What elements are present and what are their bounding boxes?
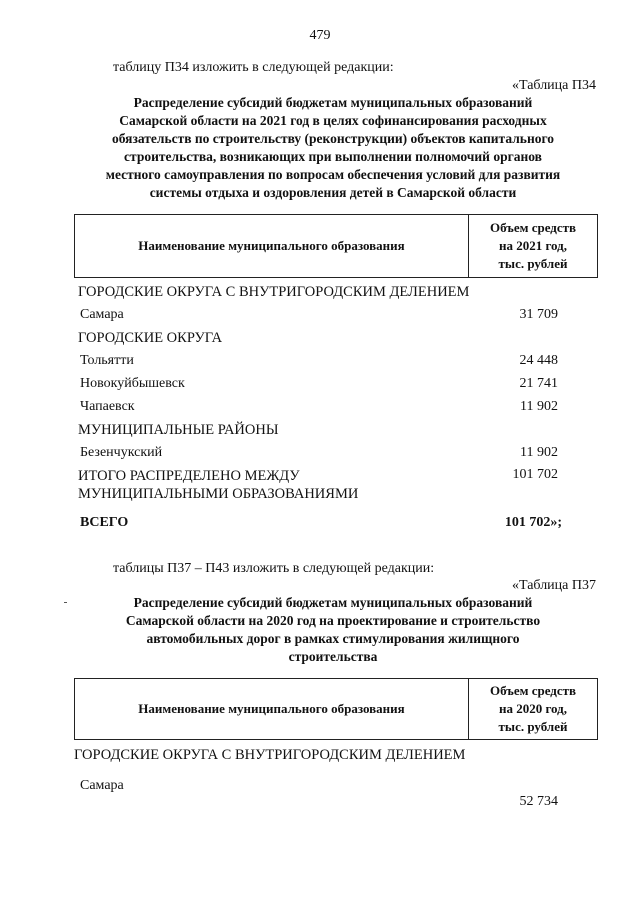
row-value: 101 702 <box>512 467 558 482</box>
table-row <box>74 422 600 444</box>
table-row-value <box>74 794 600 816</box>
heading-line: местного самоуправления по вопросам обеспечения условий для развития <box>105 167 561 182</box>
row-value: 31 709 <box>519 307 558 322</box>
table-row-grand-total <box>74 515 600 537</box>
header-line: Объем средств <box>489 220 577 235</box>
table-row <box>74 307 600 329</box>
heading-line: системы отдыха и оздоровления детей в Самарской области <box>149 185 517 200</box>
intro-text-1: таблицу П34 изложить в следующей редакции: <box>113 60 394 75</box>
table-heading-p34 <box>68 94 598 202</box>
row-name <box>78 467 458 503</box>
row-name: Новокуйбышевск <box>80 376 185 391</box>
heading-line: Распределение субсидий бюджетам муниципальных образований <box>133 95 533 110</box>
heading-line: Самарской области на 2020 год на проектирование и строительство <box>125 613 541 628</box>
intro-text-2: таблицы П37 – П43 изложить в следующей редакции: <box>113 561 435 576</box>
table-row-total <box>74 467 600 505</box>
table-header-p34 <box>74 214 598 278</box>
row-name: Чапаевск <box>80 399 135 414</box>
table-row <box>74 284 600 306</box>
column-header-value <box>469 679 597 739</box>
header-line: на 2020 год, <box>498 701 568 716</box>
row-name: МУНИЦИПАЛЬНЫЕ РАЙОНЫ <box>78 422 279 438</box>
header-line: тыс. рублей <box>498 719 568 734</box>
row-value: 52 734 <box>519 794 558 809</box>
row-name: Самара <box>80 307 124 322</box>
header-line: на 2021 год, <box>498 238 568 253</box>
header-line: Объем средств <box>489 683 577 698</box>
row-value: 24 448 <box>519 353 558 368</box>
row-value: 101 702»; <box>504 515 562 530</box>
heading-line: обязательств по строительству (реконструкции) объектов капитального <box>111 131 555 146</box>
table-row <box>74 330 600 352</box>
table-heading-p37 <box>68 594 598 666</box>
column-header-value <box>469 215 597 277</box>
header-line: тыс. рублей <box>498 256 568 271</box>
row-name: ГОРОДСКИЕ ОКРУГА С ВНУТРИГОРОДСКИМ ДЕЛЕНИЕМ <box>74 747 466 763</box>
page-number: 479 <box>309 28 331 43</box>
column-header-name: Наименование муниципального образования <box>75 215 469 277</box>
row-name-line: МУНИЦИПАЛЬНЫМИ ОБРАЗОВАНИЯМИ <box>78 486 359 502</box>
table-row <box>74 399 600 421</box>
row-name: Безенчукский <box>80 445 163 460</box>
table-header-p37 <box>74 678 598 740</box>
table-row <box>70 747 596 769</box>
heading-line: автомобильных дорог в рамках стимулирования жилищного <box>146 631 520 646</box>
heading-line: строительства, возникающих при выполнении полномочий органов <box>124 149 542 164</box>
scan-mark <box>64 602 67 603</box>
row-name-line: ИТОГО РАСПРЕДЕЛЕНО МЕЖДУ <box>78 468 300 484</box>
heading-line: Самарской области на 2021 год в целях софинансирования расходных <box>119 113 547 128</box>
table-label-p37: «Таблица П37 <box>512 578 596 593</box>
row-value: 11 902 <box>520 445 558 460</box>
row-value: 11 902 <box>520 399 558 414</box>
row-name: ВСЕГО <box>80 515 129 530</box>
table-label-p34: «Таблица П34 <box>512 78 596 93</box>
heading-line: Распределение субсидий бюджетам муниципальных образований <box>133 595 533 610</box>
row-name: Самара <box>80 778 124 793</box>
row-name: ГОРОДСКИЕ ОКРУГА <box>78 330 223 346</box>
row-value: 21 741 <box>519 376 558 391</box>
row-name: ГОРОДСКИЕ ОКРУГА С ВНУТРИГОРОДСКИМ ДЕЛЕНИЕМ <box>78 284 470 300</box>
row-name: Тольятти <box>80 353 134 368</box>
table-row <box>74 376 600 398</box>
table-row <box>74 353 600 375</box>
heading-line: строительства <box>288 649 378 664</box>
table-row <box>74 445 600 467</box>
column-header-name: Наименование муниципального образования <box>75 679 469 739</box>
